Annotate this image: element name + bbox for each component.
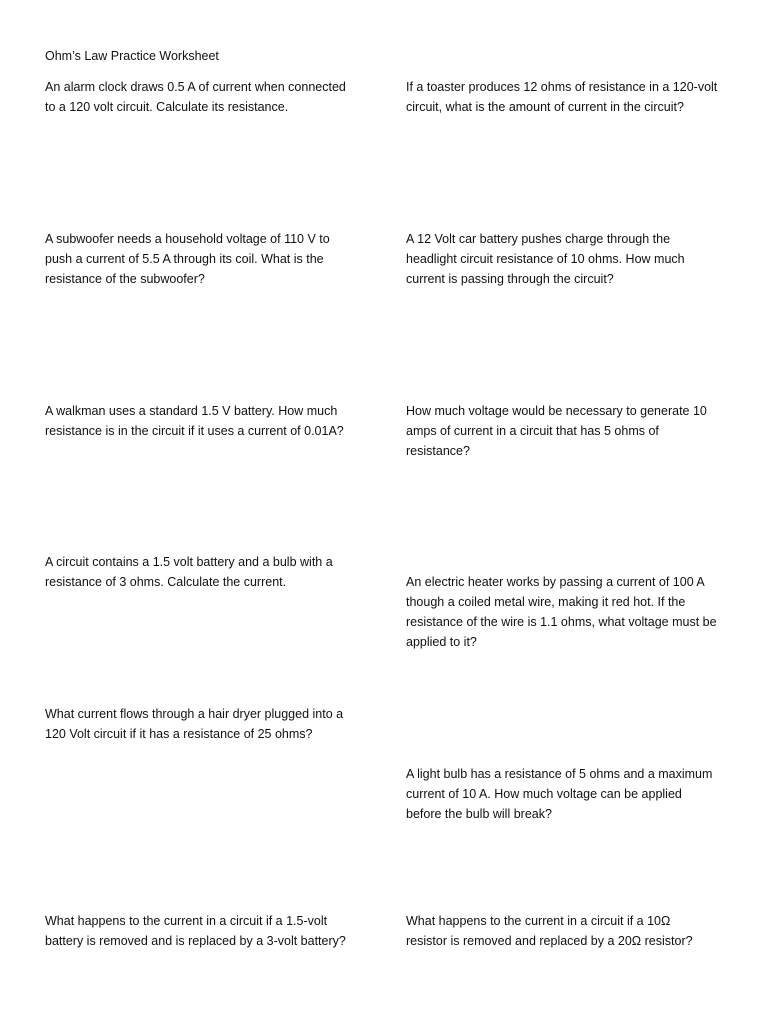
question-9 — [45, 704, 365, 744]
question-11-line-2: battery is removed and is replaced by a 3-volt battery? — [45, 934, 346, 948]
question-12 — [406, 911, 726, 951]
question-10-line-2: current of 10 A. How much voltage can be applied — [406, 787, 682, 801]
question-5-line-2: resistance is in the circuit if it uses a current of 0.01A? — [45, 424, 344, 438]
question-10-line-3: before the bulb will break? — [406, 807, 552, 821]
question-11 — [45, 911, 365, 951]
question-8 — [406, 572, 726, 652]
question-4-line-3: current is passing through the circuit? — [406, 272, 614, 286]
question-1-line-2: to a 120 volt circuit. Calculate its resistance. — [45, 100, 289, 114]
question-10-line-1: A light bulb has a resistance of 5 ohms and a maximum — [406, 767, 713, 781]
question-2-line-2: circuit, what is the amount of current in the circuit? — [406, 100, 684, 114]
question-11-line-1: What happens to the current in a circuit if a 1.5-volt — [45, 914, 328, 928]
question-6-line-2: amps of current in a circuit that has 5 ohms of — [406, 424, 659, 438]
question-8-line-4: applied to it? — [406, 635, 477, 649]
question-1-line-1: An alarm clock draws 0.5 A of current when connected — [45, 80, 346, 94]
question-7 — [45, 552, 365, 592]
question-3-line-3: resistance of the subwoofer? — [45, 272, 205, 286]
question-4-line-1: A 12 Volt car battery pushes charge through the — [406, 232, 671, 246]
question-4 — [406, 229, 726, 289]
question-6 — [406, 401, 726, 461]
question-3 — [45, 229, 365, 289]
question-10 — [406, 764, 726, 824]
question-2 — [406, 77, 726, 117]
question-7-line-2: resistance of 3 ohms. Calculate the current. — [45, 575, 287, 589]
question-6-line-3: resistance? — [406, 444, 470, 458]
question-12-line-1: What happens to the current in a circuit if a 10Ω — [406, 914, 671, 928]
question-3-line-1: A subwoofer needs a household voltage of 110 V to — [45, 232, 330, 246]
question-7-line-1: A circuit contains a 1.5 volt battery and a bulb with a — [45, 555, 333, 569]
question-3-line-2: push a current of 5.5 A through its coil. What is the — [45, 252, 324, 266]
question-2-line-1: If a toaster produces 12 ohms of resistance in a 120-volt — [406, 80, 718, 94]
question-8-line-2: though a coiled metal wire, making it red hot. If the — [406, 595, 686, 609]
worksheet-title: Ohm’s Law Practice Worksheet — [45, 49, 219, 63]
question-4-line-2: headlight circuit resistance of 10 ohms. How much — [406, 252, 685, 266]
question-6-line-1: How much voltage would be necessary to generate 10 — [406, 404, 707, 418]
question-9-line-2: 120 Volt circuit if it has a resistance of 25 ohms? — [45, 727, 313, 741]
question-5 — [45, 401, 365, 441]
question-12-line-2: resistor is removed and replaced by a 20Ω resistor? — [406, 934, 693, 948]
question-1 — [45, 77, 365, 117]
question-8-line-1: An electric heater works by passing a current of 100 A — [406, 575, 705, 589]
question-9-line-1: What current flows through a hair dryer plugged into a — [45, 707, 344, 721]
question-8-line-3: resistance of the wire is 1.1 ohms, what voltage must be — [406, 615, 717, 629]
question-5-line-1: A walkman uses a standard 1.5 V battery. How much — [45, 404, 338, 418]
